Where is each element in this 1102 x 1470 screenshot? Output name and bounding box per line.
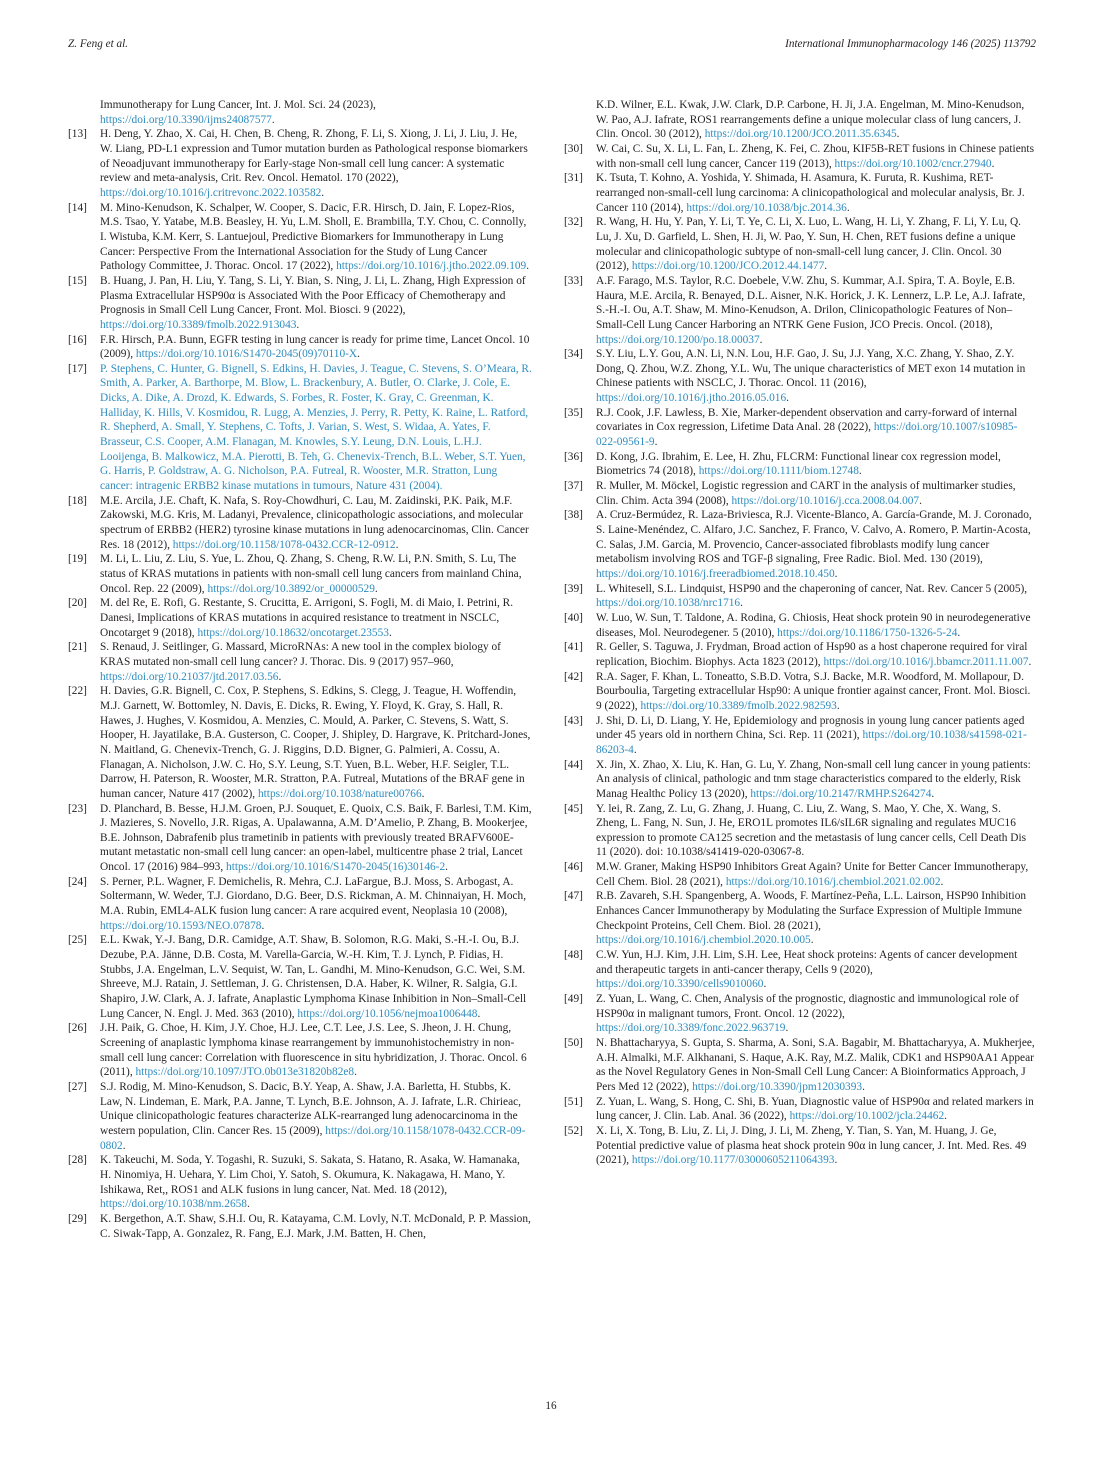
reference-tail: . <box>834 1154 838 1167</box>
doi-link[interactable]: https://doi.org/10.3390/cells9010060 <box>596 978 764 991</box>
doi-link[interactable]: https://doi.org/10.1158/1078-0432.CCR-09-0802 <box>100 1124 526 1152</box>
reference-entry <box>564 714 1035 758</box>
reference-entry <box>564 142 1035 171</box>
reference-text: E.L. Kwak, Y.-J. Bang, D.R. Camidge, A.T. Shaw, B. Solomon, R.G. Maki, S.-H.-I. Ou, B.J. Dezube, P.A. Jänne, D.B. Costa, M. Varella-Garcia, W.-H. Kim, T. J. Lynch, P. Fidias, H. Stubbs, J.A. Engelman, L.V. Sequist, W. Tan, L. Gandhi, M. Mino-Kenudson, G.C. Wei, S.M. Shreeve, M.J. Ratain, J. Settleman, J. G. Christensen, D.A. Haber, K. Wilner, R. Salgia, G.I. Shapiro, J.W. Clark, A. J. Iafrate, Anaplastic Lymphoma Kinase Inhibition in Non–Small-Cell Lung Cancer, N. Engl. J. Med. 363 (2010), <box>100 934 527 1020</box>
doi-link[interactable]: https://doi.org/10.1016/j.chembiol.2020.10.005 <box>596 934 811 947</box>
reference-number: [36] <box>564 450 583 463</box>
reference-text: S.J. Rodig, M. Mino-Kenudson, S. Dacic, B.Y. Yeap, A. Shaw, J.A. Barletta, H. Stubbs, K. Law, N. Lindeman, E. Mark, P.A. Janne, T. Lynch, B.E. Johnson, A. J. Iafrate, L.R. Chirieac, Unique clinicopathologic features characterize ALK-rearranged lung adenocarcinoma in the western population, Clin. Cancer Res. 15 (2009), <box>100 1080 522 1137</box>
reference-number: [47] <box>564 890 583 903</box>
doi-link[interactable]: https://doi.org/10.1038/nrc1716 <box>596 597 741 610</box>
reference-text: D. Kong, J.G. Ibrahim, E. Lee, H. Zhu, FLCRM: Functional linear cox regression model, Biometrics 74 (2018), <box>596 450 1001 478</box>
reference-text: M.E. Arcila, J.E. Chaft, K. Nafa, S. Roy-Chowdhuri, C. Lau, M. Zaidinski, P.K. Paik, M.F. Zakowski, M.G. Kris, M. Ladanyi, Prevalence, clinicopathologic associations, and molecular spectrum of ERBB2 (HER2) tyrosine kinase mutations in lung adenocarcinomas, Clin. Cancer Res. 18 (2012), <box>100 494 529 551</box>
reference-number: [27] <box>68 1080 87 1093</box>
reference-tail: . <box>421 787 425 800</box>
reference-text: W. Luo, W. Sun, T. Taldone, A. Rodina, G. Chiosis, Heat shock protein 90 in neurodegenerative diseases, Mol. Neurodegener. 5 (2010), <box>596 611 1031 639</box>
reference-number: [14] <box>68 201 87 214</box>
reference-tail: . <box>824 260 828 273</box>
doi-link[interactable]: https://doi.org/10.1016/j.critrevonc.2022.103582 <box>100 186 322 199</box>
reference-entry <box>68 1212 532 1241</box>
doi-link[interactable]: https://doi.org/10.3892/or_00000529 <box>207 582 375 595</box>
doi-link[interactable]: https://doi.org/10.1038/bjc.2014.36 <box>686 201 847 214</box>
reference-tail: . <box>633 743 637 756</box>
reference-text: M. Li, L. Liu, Z. Liu, S. Yue, L. Zhou, Q. Zhang, S. Cheng, R.W. Li, P.N. Smith, S. Lu, The status of KRAS mutations in patients with non-small cell lung cancers from mainland China, Oncol. Rep. 22 (2009), <box>100 553 522 595</box>
running-head-journal: International Immunopharmacology 146 (2025) 113792 <box>785 38 1036 50</box>
reference-entry <box>564 1095 1035 1124</box>
reference-number: [45] <box>564 802 583 815</box>
reference-tail: . <box>786 392 789 405</box>
doi-link[interactable]: https://doi.org/10.1200/po.18.00037 <box>596 333 760 346</box>
reference-text: L. Whitesell, S.L. Lindquist, HSP90 and the chaperoning of cancer, Nat. Rev. Cancer 5 (2005), <box>596 582 1028 595</box>
reference-number: [43] <box>564 714 583 727</box>
reference-number: [28] <box>68 1154 87 1167</box>
reference-number: [21] <box>68 641 87 654</box>
reference-number: [15] <box>68 274 87 287</box>
reference-entry <box>564 1124 1035 1168</box>
reference-entry <box>68 1080 532 1153</box>
reference-entry <box>564 802 1035 861</box>
reference-text: W. Cai, C. Su, X. Li, L. Fan, L. Zheng, K. Fei, C. Zhou, KIF5B-RET fusions in Chinese patients with non-small cell lung cancer, Cancer 119 (2013), <box>596 142 1034 170</box>
reference-tail: . <box>991 157 995 170</box>
reference-entry <box>68 333 532 362</box>
reference-number: [44] <box>564 758 583 771</box>
reference-entry <box>564 889 1035 948</box>
reference-tail: . <box>1028 655 1032 668</box>
reference-entry <box>68 684 532 801</box>
reference-tail: . <box>836 699 840 712</box>
doi-link[interactable]: https://doi.org/10.1016/S1470-2045(16)30146-2 <box>226 861 446 874</box>
reference-tail: . <box>477 1007 481 1020</box>
reference-text: S.Y. Liu, L.Y. Gou, A.N. Li, N.N. Lou, H.F. Gao, J. Su, J.J. Yang, X.C. Zhang, Y. Shao, Z.Y. Dong, Q. Zhou, W.Z. Zhong, Y.L. Wu, The unique characteristics of MET exon 14 mutation in Chinese patients with NSCLC, J. Thorac. Oncol. 11 (2016), <box>596 348 1026 390</box>
reference-entry <box>564 98 1035 142</box>
reference-number: [37] <box>564 480 583 493</box>
reference-text: R.B. Zavareh, S.H. Spangenberg, A. Woods, F. Martínez-Peña, L.L. Lairson, HSP90 Inhibition Enhances Cancer Immunotherapy by Modulating the Surface Expression of Multiple Immune Checkpoint Proteins, Cell Chem. Biol. 28 (2021), <box>596 890 1027 932</box>
doi-link[interactable]: https://doi.org/10.1200/JCO.2011.35.6345 <box>704 128 897 141</box>
reference-number: [46] <box>564 861 583 874</box>
doi-link[interactable]: https://doi.org/10.3389/fonc.2022.963719 <box>596 1022 786 1035</box>
reference-number: [35] <box>564 406 583 419</box>
reference-entry <box>564 582 1035 611</box>
reference-number: [38] <box>564 509 583 522</box>
reference-text: C.W. Yun, H.J. Kim, J.H. Lim, S.H. Lee, Heat shock proteins: Agents of cancer development and therapeutic targets in anti-cancer therapy, Cells 9 (2020), <box>596 949 1018 976</box>
doi-link[interactable]: https://doi.org/10.1016/j.cca.2008.04.007 <box>731 494 920 507</box>
reference-number: [23] <box>68 802 87 815</box>
reference-text: K. Bergethon, A.T. Shaw, S.H.I. Ou, R. Katayama, C.M. Lovly, N.T. McDonald, P. P. Massion, C. Siwak-Tapp, A. Gonzalez, R. Fang, E.J. Mark, J.M. Batten, H. Chen, <box>100 1212 531 1240</box>
reference-entry <box>68 552 532 596</box>
reference-entry <box>68 1021 532 1080</box>
reference-text: M.W. Graner, Making HSP90 Inhibitors Great Again? Unite for Better Cancer Immunotherapy, Cell Chem. Biol. 28 (2021), <box>596 861 1029 888</box>
reference-text: X. Li, X. Tong, B. Liu, Z. Li, J. Ding, J. Li, M. Zheng, Y. Tian, S. Yan, M. Huang, J. Ge, Potential predictive value of plasma heat shock protein 90α in lung cancer, J. Int. Med. Res. 49 (2021), <box>596 1124 1027 1167</box>
reference-tail: . <box>395 538 399 551</box>
reference-text: A. Cruz-Bermúdez, R. Laza-Briviesca, R.J. Vicente-Blanco, A. García-Grande, M. J. Coronado, S. Laine-Menéndez, C. Alfaro, J.C. Sanchez, F. Franco, V. Calvo, A. Romero, P. Martin-Acosta, C. Salas, J.M. Garcia, M. Provencio, Cancer-associated fibroblasts modify lung cancer metabolism involving ROS and TGF-β signaling, Free Radic. Biol. Med. 130 (2019), <box>596 509 1032 566</box>
reference-text: D. Planchard, B. Besse, H.J.M. Groen, P.J. Souquet, E. Quoix, C.S. Baik, F. Barlesi, T.M. Kim, J. Mazieres, S. Novello, J.R. Rigas, A. Upalawanna, A.M. D’Amelio, P. Zhang, B. Mookerjee, B.E. Johnson, Dabrafenib plus trametinib in patients with previously treated BRAFV600E-mutant metastatic non-small cell lung cancer: an open-label, multicentre phase 2 trial, Lancet Oncol. 17 (2016) 984–993, <box>100 802 532 874</box>
reference-text: N. Bhattacharyya, S. Gupta, S. Sharma, A. Soni, S.A. Bagabir, M. Bhattacharyya, A. Mukherjee, A.H. Almalki, M.F. Alkhanani, S. Haque, A.K. Ray, M.Z. Malik, CDK1 and HSP90AA1 Appear as the Novel Regulatory Genes in Non-Small Cell Lung Cancer: A Bioinformatics Approach, J Pers Med 12 (2022), <box>596 1037 1035 1093</box>
reference-entry <box>564 948 1035 992</box>
reference-tail: . <box>810 934 814 947</box>
doi-link[interactable]: https://doi.org/10.1016/j.chembiol.2021.02.002 <box>725 875 941 888</box>
reference-number: [26] <box>68 1022 87 1035</box>
reference-text: S. Renaud, J. Seitlinger, G. Massard, MicroRNAs: A new tool in the complex biology of KRAS mutated non-small cell lung cancer? J. Thorac. Dis. 9 (2017) 957–960, <box>100 641 501 668</box>
reference-entry <box>68 98 532 127</box>
doi-link[interactable]: https://doi.org/10.1016/j.freeradbiomed.2018.10.450 <box>596 568 835 580</box>
reference-tail: . <box>526 260 530 273</box>
reference-number: [16] <box>68 333 87 346</box>
reference-text: R.A. Sager, F. Khan, L. Toneatto, S.B.D. Votra, S.J. Backe, M.R. Woodford, M. Mollapour, D. Bourboulia, Targeting extracellular Hsp90: A unique frontier against cancer, Front. Mol. Biosci. 9 (2022), <box>596 670 1031 712</box>
reference-entry <box>564 274 1035 347</box>
doi-link[interactable]: https://doi.org/10.1038/nature00766 <box>257 787 422 800</box>
reference-text: H. Deng, Y. Zhao, X. Cai, H. Chen, B. Cheng, R. Zhong, F. Li, S. Xiong, J. Li, J. Liu, J. He, W. Liang, PD-L1 expression and Tumor mutation burden as Pathological response biomarkers of Neoadjuvant immunotherapy for Early-stage Non-small cell lung cancer: A systematic review and meta-analysis, Crit. Rev. Oncol. Hematol. 170 (2022), <box>100 128 528 185</box>
reference-text: Immunotherapy for Lung Cancer, Int. J. Mol. Sci. 24 (2023), <box>100 99 376 111</box>
doi-link[interactable]: https://doi.org/10.1158/1078-0432.CCR-12-0912 <box>172 538 396 551</box>
reference-entry <box>564 215 1035 274</box>
reference-text: K.D. Wilner, E.L. Kwak, J.W. Clark, D.P. Carbone, H. Ji, J.A. Engelman, M. Mino-Kenudson, W. Pao, A.J. Iafrate, ROS1 rearrangements define a unique molecular class of lung cancers, J. Clin. Oncol. 30 (2012), <box>596 99 1025 141</box>
reference-number: [33] <box>564 274 583 287</box>
reference-tail: . <box>759 333 763 346</box>
reference-tail: . <box>785 1022 789 1035</box>
reference-tail: . <box>919 494 922 507</box>
reference-text: H. Davies, G.R. Bignell, C. Cox, P. Stephens, S. Edkins, S. Clegg, J. Teague, H. Woffendin, M.J. Garnett, W. Bottomley, N. Davis, E. Dicks, R. Ewing, Y. Floyd, K. Gray, S. Hall, R. Hawes, J. Hughes, V. Kosmidou, A. Menzies, C. Mould, A. Parker, C. Stevens, S. Watt, S. Hooper, H. Jayatilake, B.A. Gusterson, C. Cooper, J. Shipley, D. Hargrave, K. Pritchard-Jones, N. Maitland, G. Chenevix-Trench, G. J. Riggins, D.D. Bigner, G. Palmieri, A. Cossu, A. Flanagan, A. Nicholson, J.W. C. Ho, S.Y. Leung, S.T. Yuen, B.L. Weber, H.F. Seigler, T.L. Darrow, H. Paterson, R. Wooster, M.R. Stratton, P.A. Futreal, Mutations of the BRAF gene in human cancer, Nature 417 (2002), <box>100 685 531 800</box>
reference-tail: . <box>354 1066 357 1079</box>
doi-link[interactable]: https://doi.org/10.1038/s41598-021-86203-4 <box>596 729 1027 756</box>
reference-text: K. Tsuta, T. Kohno, A. Yoshida, Y. Shimada, H. Asamura, K. Furuta, R. Kushima, RET-rearranged non-small-cell lung carcinoma: A clinicopathological and molecular analysis, Br. J. Cancer 110 (2014), <box>596 172 1025 214</box>
doi-link[interactable]: https://doi.org/10.1007/s10985-022-09561-9 <box>596 421 1018 449</box>
doi-link[interactable]: https://doi.org/10.21037/jtd.2017.03.56 <box>100 670 279 683</box>
reference-text: J. Shi, D. Li, D. Liang, Y. He, Epidemiology and prognosis in young lung cancer patients aged under 45 years old in northern China, Sci. Rep. 11 (2021), <box>596 714 1025 742</box>
reference-number: [42] <box>564 670 583 683</box>
reference-entry <box>68 640 532 684</box>
reference-text: R. Muller, M. Möckel, Logistic regression and CART in the analysis of multimarker studies, Clin. Chim. Acta 394 (2008), <box>596 480 1016 507</box>
reference-text: R. Wang, H. Hu, Y. Pan, Y. Li, T. Ye, C. Li, X. Luo, L. Wang, H. Li, Y. Zhang, F. Li, Y. Lu, Q. Lu, J. Xu, D. Garfield, L. Shen, H. Ji, W. Pao, Y. Sun, H. Chen, RET fusions define a unique molecular and clinicopathologic subtype of non-small-cell lung cancer, J. Clin. Oncol. 30 (2012), <box>596 216 1021 273</box>
doi-link[interactable]: https://doi.org/10.1016/j.jtho.2016.05.016 <box>596 392 787 405</box>
reference-number: [41] <box>564 641 583 654</box>
doi-link[interactable]: https://doi.org/10.2147/RMHP.S264274 <box>750 787 932 800</box>
reference-number: [22] <box>68 685 87 698</box>
reference-text: X. Jin, X. Zhao, X. Liu, K. Han, G. Lu, Y. Zhang, Non-small cell lung cancer in young patients: An analysis of clinical, pathologic and tnm stage characteristics compared to the elderly, Risk Manag Healthc Policy 13 (2020), <box>596 758 1031 800</box>
doi-link[interactable]: https://doi.org/10.1177/03000605211064393 <box>631 1154 835 1167</box>
reference-tail: . <box>278 670 282 683</box>
doi-link[interactable]: https://doi.org/10.3390/ijms24087577 <box>100 113 272 126</box>
reference-number: [48] <box>564 949 583 962</box>
reference-number: [31] <box>564 172 583 185</box>
reference-entry <box>68 933 532 1021</box>
reference-number: [25] <box>68 934 87 947</box>
reference-number: [40] <box>564 611 583 624</box>
references-right-column <box>564 98 1035 1168</box>
doi-link[interactable]: https://doi.org/10.1056/nejmoa1006448 <box>297 1007 478 1020</box>
reference-tail: . <box>261 919 265 932</box>
reference-tail: . <box>445 861 448 874</box>
reference-entry <box>564 1036 1035 1095</box>
reference-tail: . <box>374 582 378 595</box>
reference-entry <box>564 406 1035 450</box>
reference-text: S. Perner, P.L. Wagner, F. Demichelis, R. Mehra, C.J. LaFargue, B.J. Moss, S. Arbogast, A. Soltermann, W. Weder, T.J. Giordano, D.G. Beer, D.S. Rickman, A. M. Chinnaiyan, H. Moch, M.A. Rubin, EML4-ALK fusion lung cancer: A rare acquired event, Neoplasia 10 (2008), <box>100 875 527 918</box>
reference-number: [39] <box>564 582 583 595</box>
reference-entry <box>564 992 1035 1036</box>
doi-link[interactable]: https://doi.org/10.1002/cncr.27940 <box>834 157 992 170</box>
reference-number: [32] <box>564 216 583 229</box>
reference-tail: . <box>296 318 300 331</box>
reference-tail: . <box>740 597 743 610</box>
doi-link[interactable]: https://doi.org/10.1097/JTO.0b013e31820b82e8 <box>135 1066 355 1079</box>
reference-number: [30] <box>564 142 583 155</box>
reference-text: Z. Yuan, L. Wang, S. Hong, C. Shi, B. Yuan, Diagnostic value of HSP90α and related markers in lung cancer, J. Clin. Lab. Anal. 36 (2022), <box>596 1095 1034 1123</box>
reference-number: [17] <box>68 362 87 375</box>
reference-tail: . <box>862 1080 865 1093</box>
reference-tail: . <box>122 1139 126 1152</box>
doi-link[interactable]: https://doi.org/10.1016/j.bbamcr.2011.11.007 <box>823 655 1029 668</box>
reference-entry <box>68 362 532 494</box>
reference-entry <box>68 875 532 934</box>
page-number: 16 <box>545 1400 557 1412</box>
reference-number: [49] <box>564 993 583 1006</box>
reference-entry <box>68 802 532 875</box>
reference-number: [29] <box>68 1212 87 1225</box>
reference-number: [51] <box>564 1095 583 1108</box>
reference-tail: . <box>357 348 360 361</box>
reference-tail: . <box>940 875 944 888</box>
reference-entry <box>68 1153 532 1212</box>
reference-text: J.H. Paik, G. Choe, H. Kim, J.Y. Choe, H.J. Lee, C.T. Lee, J.S. Lee, S. Jheon, J. H. Chung, Screening of anaplastic lymphoma kinase rearrangement by immunohistochemistry in non-small cell lung cancer: Correlation with fluorescence in situ hybridization, J. Thorac. Oncol. 6 (2011), <box>100 1022 527 1079</box>
doi-link[interactable]: https://doi.org/10.1200/JCO.2012.44.1477 <box>631 260 825 273</box>
reference-entry <box>564 450 1035 479</box>
doi-link[interactable]: https://doi.org/10.1111/biom.12748 <box>698 465 859 478</box>
reference-entry <box>68 127 532 200</box>
reference-entry <box>68 494 532 553</box>
doi-link[interactable]: https://doi.org/10.1002/jcla.24462 <box>789 1110 945 1123</box>
reference-tail: . <box>957 626 961 639</box>
reference-text: R. Geller, S. Taguwa, J. Frydman, Broad action of Hsp90 as a host chaperone required for viral replication, Biochim. Biophys. Acta 1823 (2012), <box>596 641 1028 668</box>
reference-number: [52] <box>564 1124 583 1137</box>
reference-tail: . <box>321 186 325 199</box>
reference-tail: . <box>246 1198 250 1211</box>
reference-text: B. Huang, J. Pan, H. Liu, Y. Tang, S. Li, Y. Bian, S. Ning, J. Li, L. Zhang, High Expression of Plasma Extracellular HSP90α is Associated With the Poor Efficacy of Chemotherapy and Prognosis in Small Cell Lung Cancer, Front. Mol. Biosci. 9 (2022), <box>100 274 526 317</box>
reference-entry <box>564 758 1035 802</box>
reference-number: [24] <box>68 875 87 888</box>
running-head-authors: Z. Feng et al. <box>68 38 128 50</box>
reference-text: M. Mino-Kenudson, K. Schalper, W. Cooper, S. Dacic, F.R. Hirsch, D. Jain, F. Lopez-Rios, M.S. Tsao, Y. Yatabe, M.B. Beasley, H. Yu, L.M. Sholl, E. Brambilla, T.Y. Chou, C. Connolly, I. Wistuba, K.M. Kerr, S. Lantuejoul, Predictive Biomarkers for Immunotherapy in Lung Cancer: Perspective From the International Association for the Study of Lung Cancer Pathology Committee, J. Thorac. Oncol. 17 (2022), <box>100 201 527 273</box>
reference-number: [50] <box>564 1037 583 1049</box>
reference-tail: . <box>763 978 767 991</box>
doi-link[interactable]: https://doi.org/10.1038/nm.2658 <box>100 1198 247 1211</box>
doi-link[interactable]: https://doi.org/10.1186/1750-1326-5-24 <box>777 626 958 639</box>
reference-entry <box>564 347 1035 406</box>
doi-link[interactable]: https://doi.org/10.1016/j.jtho.2022.09.109 <box>336 260 527 273</box>
doi-link[interactable]: https://doi.org/10.3390/jpm12030393 <box>692 1080 863 1093</box>
reference-tail: . <box>654 436 658 449</box>
reference-entry <box>564 670 1035 714</box>
reference-entry <box>564 479 1035 508</box>
reference-text: Y. lei, R. Zang, Z. Lu, G. Zhang, J. Huang, C. Liu, Z. Wang, S. Mao, Y. Che, X. Wang, S. Zheng, L. Fang, N. Sun, J. He, ERO1L promotes IL6/sIL6R signaling and regulates MUC16 expression to promote CA125 secretion and the metastasis of lung cancer cells, Cell Death Dis 11 (2020). doi: 10.1038/s41419-020-03067-8. <box>596 802 1027 859</box>
reference-tail: . <box>388 626 392 639</box>
reference-entry <box>564 860 1035 889</box>
doi-link[interactable]: https://doi.org/10.1593/NEO.07878 <box>100 919 262 932</box>
reference-tail: . <box>931 787 935 800</box>
references-left-column <box>68 98 532 1241</box>
reference-tail: . <box>846 201 850 214</box>
reference-text: R.J. Cook, J.F. Lawless, B. Xie, Marker-dependent observation and carry-forward of internal covariates in Cox regression, Lifetime Data Anal. 28 (2022), <box>596 406 1018 434</box>
reference-text: A.F. Farago, M.S. Taylor, R.C. Doebele, V.W. Zhu, S. Kummar, A.I. Spira, T. A. Boyle, E.B. Haura, M.E. Arcila, R. Benayed, D.L. Aisner, N.K. Horick, J. K. Lennerz, L.P. Le, A.J. Iafrate, S.-H.-I. Ou, A.T. Shaw, M. Mino-Kenudson, A. Drilon, Clinicopathologic Features of Non–Small-Cell Lung Cancer Harboring an NTRK Gene Fusion, JCO Precis. Oncol. (2018), <box>596 274 1026 331</box>
doi-link[interactable]: https://doi.org/10.1016/S1470-2045(09)70110-X <box>135 348 358 361</box>
reference-number: [34] <box>564 348 583 361</box>
reference-number: [18] <box>68 494 87 507</box>
reference-tail: . <box>896 128 900 141</box>
reference-entry <box>68 596 532 640</box>
reference-text: K. Takeuchi, M. Soda, Y. Togashi, R. Suzuki, S. Sakata, S. Hatano, R. Asaka, W. Hamanaka, H. Ninomiya, H. Uehara, Y. Lim Choi, Y. Satoh, S. Okumura, K. Nakagawa, H. Mano, Y. Ishikawa, Ret,, ROS1 and ALK fusions in lung cancer, Nat. Med. 18 (2012), <box>100 1154 520 1196</box>
reference-text: F.R. Hirsch, P.A. Bunn, EGFR testing in lung cancer is ready for prime time, Lancet Oncol. 10 (2009), <box>100 333 530 361</box>
doi-link[interactable]: https://doi.org/10.18632/oncotarget.23553 <box>197 626 389 639</box>
reference-text: Z. Yuan, L. Wang, C. Chen, Analysis of the prognostic, diagnostic and immunological role of HSP90α in malignant tumors, Front. Oncol. 12 (2022), <box>596 993 1019 1020</box>
reference-tail: . <box>944 1110 947 1123</box>
reference-text: M. del Re, E. Rofi, G. Restante, S. Crucitta, E. Arrigoni, S. Fogli, M. di Maio, I. Petrini, R. Danesi, Implications of KRAS mutations in acquired resistance to treatment in NSCLC, Oncotarget 9 (2018), <box>100 597 514 639</box>
reference-entry <box>68 274 532 333</box>
reference-number: [13] <box>68 128 87 141</box>
reference-entry <box>564 171 1035 215</box>
reference-number: [20] <box>68 597 87 610</box>
reference-number: [19] <box>68 553 87 566</box>
reference-tail: . <box>834 568 838 580</box>
reference-tail: . <box>271 113 275 126</box>
doi-link[interactable]: https://doi.org/10.3389/fmolb.2022.982593 <box>640 699 837 712</box>
reference-entry <box>68 201 532 274</box>
reference-entry <box>564 508 1035 581</box>
reference-entry <box>564 640 1035 669</box>
reference-text[interactable]: P. Stephens, C. Hunter, G. Bignell, S. Edkins, H. Davies, J. Teague, C. Stevens, S. O’Meara, R. Smith, A. Parker, A. Barthorpe, M. Blow, L. Brackenbury, A. Butler, O. Clarke, J. Cole, E. Dicks, A. Dike, A. Drozd, K. Edwards, S. Forbes, R. Foster, K. Gray, C. Greenman, K. Halliday, K. Hills, V. Kosmidou, R. Lugg, A. Menzies, J. Perry, R. Petty, K. Raine, L. Ratford, R. Shepherd, A. Small, Y. Stephens, C. Tofts, J. Varian, S. West, S. Widaa, A. Yates, F. Brasseur, C.S. Cooper, A.M. Flanagan, M. Knowles, S.Y. Leung, D.N. Louis, L.H.J. Looijenga, B. Malkowicz, M.A. Pierotti, B. Teh, G. Chenevix-Trench, B.L. Weber, S.T. Yuen, G. Harris, P. Goldstraw, A. G. Nicholson, P.A. Futreal, R. Wooster, M.R. Stratton, Lung cancer: intragenic ERBB2 kinase mutations in tumours, Nature 431 (2004). <box>100 362 532 493</box>
reference-tail: . <box>858 465 862 478</box>
doi-link[interactable]: https://doi.org/10.3389/fmolb.2022.913043 <box>100 318 297 331</box>
reference-entry <box>564 611 1035 640</box>
